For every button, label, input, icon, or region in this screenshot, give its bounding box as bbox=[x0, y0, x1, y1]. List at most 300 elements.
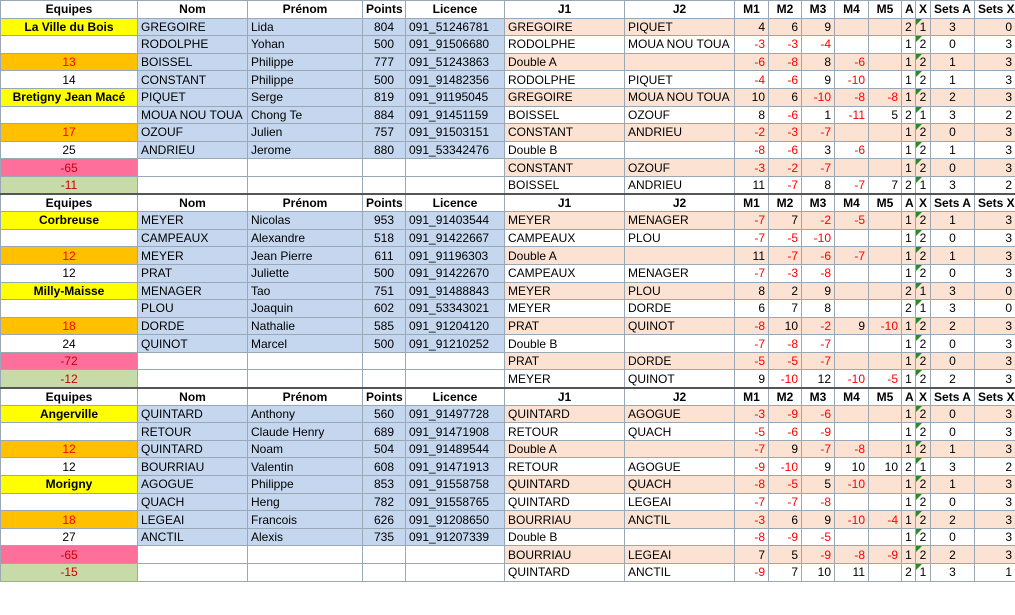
set-score-m5[interactable]: -9 bbox=[869, 546, 902, 564]
player-points[interactable]: 504 bbox=[363, 440, 406, 458]
set-score-m2[interactable]: -10 bbox=[769, 458, 802, 476]
result-a[interactable]: 1 bbox=[902, 528, 916, 546]
result-a[interactable]: 2 bbox=[902, 176, 916, 194]
team-cell[interactable]: -65 bbox=[1, 159, 138, 177]
match-j2[interactable]: ANDRIEU bbox=[625, 176, 735, 194]
set-score-m4[interactable] bbox=[835, 159, 869, 177]
set-score-m3[interactable]: 9 bbox=[802, 71, 835, 89]
set-score-m3[interactable]: 9 bbox=[802, 282, 835, 300]
match-j1[interactable]: BOURRIAU bbox=[505, 546, 625, 564]
team-cell[interactable]: Angerville bbox=[1, 405, 138, 423]
result-a[interactable]: 1 bbox=[902, 405, 916, 423]
set-score-m1[interactable]: -8 bbox=[735, 476, 769, 494]
player-points[interactable]: 500 bbox=[363, 335, 406, 353]
set-score-m1[interactable]: 6 bbox=[735, 300, 769, 318]
match-j2[interactable]: MOUA NOU TOUA bbox=[625, 36, 735, 54]
match-j1[interactable]: PRAT bbox=[505, 317, 625, 335]
player-prenom[interactable]: Jean Pierre bbox=[248, 247, 363, 265]
player-licence[interactable]: 091_91207339 bbox=[406, 528, 505, 546]
team-cell[interactable]: Bretigny Jean Macé bbox=[1, 88, 138, 106]
set-score-m5[interactable] bbox=[869, 159, 902, 177]
player-nom[interactable] bbox=[138, 176, 248, 194]
player-nom[interactable]: MENAGER bbox=[138, 282, 248, 300]
match-j2[interactable]: MENAGER bbox=[625, 212, 735, 230]
team-cell[interactable] bbox=[1, 423, 138, 441]
sets-x[interactable]: 3 bbox=[975, 159, 1015, 177]
match-j1[interactable]: RETOUR bbox=[505, 458, 625, 476]
result-a[interactable]: 1 bbox=[902, 352, 916, 370]
result-x[interactable]: 2 bbox=[916, 546, 931, 564]
player-points[interactable]: 884 bbox=[363, 106, 406, 124]
set-score-m4[interactable] bbox=[835, 229, 869, 247]
set-score-m5[interactable] bbox=[869, 476, 902, 494]
set-score-m1[interactable]: -8 bbox=[735, 317, 769, 335]
set-score-m4[interactable]: -6 bbox=[835, 141, 869, 159]
set-score-m5[interactable] bbox=[869, 352, 902, 370]
result-x[interactable]: 2 bbox=[916, 264, 931, 282]
player-points[interactable]: 819 bbox=[363, 88, 406, 106]
player-points[interactable]: 500 bbox=[363, 264, 406, 282]
result-x[interactable]: 1 bbox=[916, 458, 931, 476]
match-j1[interactable]: CONSTANT bbox=[505, 124, 625, 142]
match-j1[interactable]: Double B bbox=[505, 528, 625, 546]
set-score-m4[interactable]: -7 bbox=[835, 247, 869, 265]
set-score-m4[interactable] bbox=[835, 493, 869, 511]
player-points[interactable]: 777 bbox=[363, 53, 406, 71]
match-j2[interactable]: OZOUF bbox=[625, 106, 735, 124]
sets-x[interactable]: 3 bbox=[975, 317, 1015, 335]
set-score-m5[interactable] bbox=[869, 493, 902, 511]
result-a[interactable]: 2 bbox=[902, 106, 916, 124]
match-j2[interactable]: AGOGUE bbox=[625, 405, 735, 423]
player-points[interactable] bbox=[363, 370, 406, 388]
team-cell[interactable]: 14 bbox=[1, 71, 138, 89]
sets-x[interactable]: 3 bbox=[975, 476, 1015, 494]
set-score-m4[interactable] bbox=[835, 36, 869, 54]
result-x[interactable]: 2 bbox=[916, 335, 931, 353]
result-x[interactable]: 2 bbox=[916, 476, 931, 494]
player-points[interactable]: 608 bbox=[363, 458, 406, 476]
result-a[interactable]: 1 bbox=[902, 141, 916, 159]
set-score-m5[interactable] bbox=[869, 440, 902, 458]
player-points[interactable]: 626 bbox=[363, 511, 406, 529]
team-cell[interactable]: La Ville du Bois bbox=[1, 18, 138, 36]
sets-x[interactable]: 3 bbox=[975, 511, 1015, 529]
set-score-m4[interactable]: -8 bbox=[835, 440, 869, 458]
result-a[interactable]: 1 bbox=[902, 229, 916, 247]
set-score-m2[interactable]: -7 bbox=[769, 176, 802, 194]
set-score-m5[interactable] bbox=[869, 247, 902, 265]
sets-a[interactable]: 1 bbox=[931, 247, 975, 265]
player-licence[interactable]: 091_91403544 bbox=[406, 212, 505, 230]
player-licence[interactable]: 091_91196303 bbox=[406, 247, 505, 265]
set-score-m3[interactable]: 5 bbox=[802, 476, 835, 494]
result-x[interactable]: 2 bbox=[916, 528, 931, 546]
player-licence[interactable]: 091_91471908 bbox=[406, 423, 505, 441]
set-score-m3[interactable]: 8 bbox=[802, 176, 835, 194]
sets-x[interactable]: 0 bbox=[975, 282, 1015, 300]
set-score-m5[interactable] bbox=[869, 18, 902, 36]
sets-x[interactable]: 0 bbox=[975, 18, 1015, 36]
set-score-m2[interactable]: -3 bbox=[769, 36, 802, 54]
result-x[interactable]: 1 bbox=[916, 282, 931, 300]
team-cell[interactable]: 18 bbox=[1, 317, 138, 335]
player-prenom[interactable]: Joaquin bbox=[248, 300, 363, 318]
set-score-m3[interactable]: -7 bbox=[802, 335, 835, 353]
player-points[interactable]: 500 bbox=[363, 71, 406, 89]
result-x[interactable]: 2 bbox=[916, 53, 931, 71]
set-score-m5[interactable] bbox=[869, 264, 902, 282]
sets-x[interactable]: 3 bbox=[975, 423, 1015, 441]
player-prenom[interactable]: Noam bbox=[248, 440, 363, 458]
sets-a[interactable]: 1 bbox=[931, 53, 975, 71]
player-prenom[interactable]: Nathalie bbox=[248, 317, 363, 335]
team-cell[interactable]: 13 bbox=[1, 53, 138, 71]
sets-a[interactable]: 0 bbox=[931, 229, 975, 247]
set-score-m4[interactable]: -10 bbox=[835, 511, 869, 529]
set-score-m3[interactable]: -9 bbox=[802, 546, 835, 564]
sets-x[interactable]: 3 bbox=[975, 440, 1015, 458]
result-a[interactable]: 1 bbox=[902, 546, 916, 564]
set-score-m3[interactable]: 9 bbox=[802, 511, 835, 529]
match-j1[interactable]: RODOLPHE bbox=[505, 36, 625, 54]
result-x[interactable]: 2 bbox=[916, 352, 931, 370]
set-score-m2[interactable]: -6 bbox=[769, 141, 802, 159]
set-score-m4[interactable]: -11 bbox=[835, 106, 869, 124]
player-prenom[interactable] bbox=[248, 564, 363, 582]
set-score-m1[interactable]: -5 bbox=[735, 352, 769, 370]
set-score-m2[interactable]: -7 bbox=[769, 493, 802, 511]
player-licence[interactable]: 091_91558765 bbox=[406, 493, 505, 511]
sets-a[interactable]: 3 bbox=[931, 564, 975, 582]
team-cell[interactable]: Morigny bbox=[1, 476, 138, 494]
result-a[interactable]: 1 bbox=[902, 493, 916, 511]
match-j1[interactable]: QUINTARD bbox=[505, 493, 625, 511]
sets-a[interactable]: 0 bbox=[931, 493, 975, 511]
set-score-m4[interactable] bbox=[835, 423, 869, 441]
set-score-m4[interactable] bbox=[835, 335, 869, 353]
result-a[interactable]: 1 bbox=[902, 159, 916, 177]
match-j1[interactable]: GREGOIRE bbox=[505, 88, 625, 106]
match-j1[interactable]: MEYER bbox=[505, 212, 625, 230]
player-prenom[interactable]: Anthony bbox=[248, 405, 363, 423]
sets-a[interactable]: 2 bbox=[931, 88, 975, 106]
player-points[interactable]: 560 bbox=[363, 405, 406, 423]
team-cell[interactable] bbox=[1, 106, 138, 124]
player-prenom[interactable]: Philippe bbox=[248, 476, 363, 494]
sets-x[interactable]: 2 bbox=[975, 176, 1015, 194]
set-score-m5[interactable] bbox=[869, 335, 902, 353]
sets-x[interactable]: 3 bbox=[975, 546, 1015, 564]
player-prenom[interactable]: Alexis bbox=[248, 528, 363, 546]
set-score-m3[interactable]: -10 bbox=[802, 88, 835, 106]
match-j2[interactable]: LEGEAI bbox=[625, 546, 735, 564]
set-score-m1[interactable]: -7 bbox=[735, 493, 769, 511]
sets-a[interactable]: 1 bbox=[931, 141, 975, 159]
player-points[interactable]: 804 bbox=[363, 18, 406, 36]
sets-a[interactable]: 0 bbox=[931, 335, 975, 353]
match-j1[interactable]: Double B bbox=[505, 141, 625, 159]
team-cell[interactable]: -11 bbox=[1, 176, 138, 194]
match-j1[interactable]: Double A bbox=[505, 53, 625, 71]
player-points[interactable] bbox=[363, 546, 406, 564]
set-score-m5[interactable]: -8 bbox=[869, 88, 902, 106]
sets-a[interactable]: 3 bbox=[931, 18, 975, 36]
set-score-m1[interactable]: -7 bbox=[735, 229, 769, 247]
set-score-m5[interactable]: -4 bbox=[869, 511, 902, 529]
match-j2[interactable] bbox=[625, 335, 735, 353]
set-score-m3[interactable]: -7 bbox=[802, 159, 835, 177]
player-nom[interactable]: MEYER bbox=[138, 247, 248, 265]
player-prenom[interactable]: Marcel bbox=[248, 335, 363, 353]
match-j1[interactable]: CAMPEAUX bbox=[505, 229, 625, 247]
set-score-m4[interactable]: 11 bbox=[835, 564, 869, 582]
set-score-m3[interactable]: -5 bbox=[802, 528, 835, 546]
match-j2[interactable] bbox=[625, 247, 735, 265]
result-x[interactable]: 2 bbox=[916, 440, 931, 458]
result-x[interactable]: 1 bbox=[916, 564, 931, 582]
sets-a[interactable]: 0 bbox=[931, 528, 975, 546]
player-points[interactable]: 853 bbox=[363, 476, 406, 494]
sets-a[interactable]: 0 bbox=[931, 159, 975, 177]
player-licence[interactable]: 091_91204120 bbox=[406, 317, 505, 335]
match-j1[interactable]: MEYER bbox=[505, 300, 625, 318]
match-j1[interactable]: QUINTARD bbox=[505, 564, 625, 582]
set-score-m3[interactable]: 8 bbox=[802, 300, 835, 318]
result-x[interactable]: 2 bbox=[916, 141, 931, 159]
match-j2[interactable]: OZOUF bbox=[625, 159, 735, 177]
set-score-m1[interactable]: 11 bbox=[735, 176, 769, 194]
player-nom[interactable]: CONSTANT bbox=[138, 71, 248, 89]
player-nom[interactable]: ANCTIL bbox=[138, 528, 248, 546]
result-x[interactable]: 2 bbox=[916, 36, 931, 54]
sets-a[interactable]: 2 bbox=[931, 317, 975, 335]
set-score-m4[interactable] bbox=[835, 405, 869, 423]
set-score-m2[interactable]: -6 bbox=[769, 423, 802, 441]
player-nom[interactable]: MOUA NOU TOUA bbox=[138, 106, 248, 124]
match-j2[interactable]: MOUA NOU TOUA bbox=[625, 88, 735, 106]
team-cell[interactable]: 12 bbox=[1, 264, 138, 282]
set-score-m2[interactable]: 2 bbox=[769, 282, 802, 300]
player-nom[interactable]: DORDE bbox=[138, 317, 248, 335]
set-score-m2[interactable]: -8 bbox=[769, 53, 802, 71]
player-nom[interactable]: BOURRIAU bbox=[138, 458, 248, 476]
match-j2[interactable]: ANDRIEU bbox=[625, 124, 735, 142]
set-score-m5[interactable]: 5 bbox=[869, 106, 902, 124]
set-score-m1[interactable]: -3 bbox=[735, 511, 769, 529]
team-cell[interactable]: 12 bbox=[1, 247, 138, 265]
match-j1[interactable]: BOURRIAU bbox=[505, 511, 625, 529]
match-j2[interactable] bbox=[625, 440, 735, 458]
player-prenom[interactable]: Philippe bbox=[248, 71, 363, 89]
set-score-m1[interactable]: -8 bbox=[735, 141, 769, 159]
set-score-m3[interactable]: -9 bbox=[802, 423, 835, 441]
set-score-m2[interactable]: -6 bbox=[769, 71, 802, 89]
player-prenom[interactable]: Jerome bbox=[248, 141, 363, 159]
player-nom[interactable]: QUINTARD bbox=[138, 405, 248, 423]
set-score-m5[interactable] bbox=[869, 212, 902, 230]
team-cell[interactable]: 12 bbox=[1, 458, 138, 476]
player-prenom[interactable] bbox=[248, 546, 363, 564]
result-a[interactable]: 1 bbox=[902, 317, 916, 335]
set-score-m3[interactable]: -2 bbox=[802, 317, 835, 335]
player-points[interactable]: 757 bbox=[363, 124, 406, 142]
player-nom[interactable]: CAMPEAUX bbox=[138, 229, 248, 247]
sets-x[interactable]: 3 bbox=[975, 36, 1015, 54]
sets-x[interactable]: 0 bbox=[975, 300, 1015, 318]
player-licence[interactable]: 091_91506680 bbox=[406, 36, 505, 54]
sets-a[interactable]: 1 bbox=[931, 476, 975, 494]
set-score-m1[interactable]: -7 bbox=[735, 212, 769, 230]
sets-a[interactable]: 3 bbox=[931, 176, 975, 194]
set-score-m2[interactable]: 10 bbox=[769, 317, 802, 335]
match-j2[interactable] bbox=[625, 528, 735, 546]
result-x[interactable]: 2 bbox=[916, 405, 931, 423]
match-j1[interactable]: CAMPEAUX bbox=[505, 264, 625, 282]
set-score-m3[interactable]: -10 bbox=[802, 229, 835, 247]
set-score-m5[interactable] bbox=[869, 124, 902, 142]
team-cell[interactable]: 17 bbox=[1, 124, 138, 142]
set-score-m2[interactable]: -9 bbox=[769, 528, 802, 546]
player-licence[interactable] bbox=[406, 370, 505, 388]
set-score-m5[interactable] bbox=[869, 423, 902, 441]
result-x[interactable]: 1 bbox=[916, 18, 931, 36]
player-licence[interactable]: 091_91471913 bbox=[406, 458, 505, 476]
sets-x[interactable]: 3 bbox=[975, 88, 1015, 106]
team-cell[interactable]: -65 bbox=[1, 546, 138, 564]
set-score-m5[interactable] bbox=[869, 71, 902, 89]
player-licence[interactable] bbox=[406, 564, 505, 582]
match-j2[interactable] bbox=[625, 141, 735, 159]
match-j1[interactable]: QUINTARD bbox=[505, 476, 625, 494]
match-j2[interactable]: QUACH bbox=[625, 423, 735, 441]
player-licence[interactable]: 091_91489544 bbox=[406, 440, 505, 458]
set-score-m4[interactable] bbox=[835, 264, 869, 282]
result-x[interactable]: 2 bbox=[916, 212, 931, 230]
set-score-m4[interactable]: -8 bbox=[835, 546, 869, 564]
result-a[interactable]: 1 bbox=[902, 476, 916, 494]
set-score-m2[interactable]: 6 bbox=[769, 18, 802, 36]
match-j2[interactable]: ANCTIL bbox=[625, 564, 735, 582]
set-score-m1[interactable]: -3 bbox=[735, 159, 769, 177]
set-score-m1[interactable]: -2 bbox=[735, 124, 769, 142]
match-j2[interactable]: MENAGER bbox=[625, 264, 735, 282]
sets-a[interactable]: 3 bbox=[931, 282, 975, 300]
set-score-m1[interactable]: 8 bbox=[735, 282, 769, 300]
sets-a[interactable]: 1 bbox=[931, 212, 975, 230]
set-score-m4[interactable] bbox=[835, 282, 869, 300]
set-score-m3[interactable]: -8 bbox=[802, 493, 835, 511]
set-score-m1[interactable]: -8 bbox=[735, 528, 769, 546]
player-licence[interactable] bbox=[406, 159, 505, 177]
set-score-m2[interactable]: 7 bbox=[769, 300, 802, 318]
player-licence[interactable] bbox=[406, 546, 505, 564]
set-score-m4[interactable]: -10 bbox=[835, 476, 869, 494]
set-score-m5[interactable] bbox=[869, 141, 902, 159]
player-nom[interactable]: QUINOT bbox=[138, 335, 248, 353]
set-score-m1[interactable]: -7 bbox=[735, 440, 769, 458]
player-licence[interactable]: 091_91210252 bbox=[406, 335, 505, 353]
result-a[interactable]: 1 bbox=[902, 335, 916, 353]
sets-a[interactable]: 0 bbox=[931, 124, 975, 142]
match-j1[interactable]: RODOLPHE bbox=[505, 71, 625, 89]
result-x[interactable]: 2 bbox=[916, 423, 931, 441]
team-cell[interactable]: Milly-Maisse bbox=[1, 282, 138, 300]
player-licence[interactable]: 091_91422667 bbox=[406, 229, 505, 247]
result-a[interactable]: 2 bbox=[902, 458, 916, 476]
set-score-m2[interactable]: -5 bbox=[769, 229, 802, 247]
sets-a[interactable]: 3 bbox=[931, 300, 975, 318]
set-score-m3[interactable]: 9 bbox=[802, 18, 835, 36]
set-score-m1[interactable]: 7 bbox=[735, 546, 769, 564]
set-score-m2[interactable]: -3 bbox=[769, 124, 802, 142]
match-j2[interactable]: ANCTIL bbox=[625, 511, 735, 529]
sets-x[interactable]: 3 bbox=[975, 528, 1015, 546]
player-prenom[interactable]: Tao bbox=[248, 282, 363, 300]
player-points[interactable]: 602 bbox=[363, 300, 406, 318]
player-prenom[interactable] bbox=[248, 176, 363, 194]
player-prenom[interactable]: Nicolas bbox=[248, 212, 363, 230]
team-cell[interactable] bbox=[1, 493, 138, 511]
team-cell[interactable]: -72 bbox=[1, 352, 138, 370]
sets-a[interactable]: 1 bbox=[931, 71, 975, 89]
sets-a[interactable]: 2 bbox=[931, 546, 975, 564]
set-score-m5[interactable]: 7 bbox=[869, 176, 902, 194]
match-j1[interactable]: RETOUR bbox=[505, 423, 625, 441]
player-licence[interactable]: 091_91503151 bbox=[406, 124, 505, 142]
player-prenom[interactable]: Chong Te bbox=[248, 106, 363, 124]
result-a[interactable]: 1 bbox=[902, 71, 916, 89]
player-points[interactable]: 751 bbox=[363, 282, 406, 300]
result-a[interactable]: 1 bbox=[902, 88, 916, 106]
sets-x[interactable]: 1 bbox=[975, 564, 1015, 582]
team-cell[interactable]: 24 bbox=[1, 335, 138, 353]
player-prenom[interactable]: Valentin bbox=[248, 458, 363, 476]
set-score-m3[interactable]: 12 bbox=[802, 370, 835, 388]
player-nom[interactable]: AGOGUE bbox=[138, 476, 248, 494]
set-score-m2[interactable]: -8 bbox=[769, 335, 802, 353]
player-points[interactable] bbox=[363, 159, 406, 177]
player-prenom[interactable]: Juliette bbox=[248, 264, 363, 282]
set-score-m5[interactable]: -5 bbox=[869, 370, 902, 388]
sets-a[interactable]: 0 bbox=[931, 405, 975, 423]
sets-a[interactable]: 2 bbox=[931, 511, 975, 529]
player-licence[interactable]: 091_91497728 bbox=[406, 405, 505, 423]
sets-a[interactable]: 0 bbox=[931, 423, 975, 441]
player-nom[interactable]: MEYER bbox=[138, 212, 248, 230]
player-points[interactable]: 953 bbox=[363, 212, 406, 230]
match-j2[interactable]: AGOGUE bbox=[625, 458, 735, 476]
set-score-m5[interactable] bbox=[869, 528, 902, 546]
player-points[interactable]: 500 bbox=[363, 36, 406, 54]
set-score-m1[interactable]: 10 bbox=[735, 88, 769, 106]
set-score-m5[interactable] bbox=[869, 564, 902, 582]
set-score-m2[interactable]: -5 bbox=[769, 476, 802, 494]
match-j1[interactable]: QUINTARD bbox=[505, 405, 625, 423]
result-a[interactable]: 1 bbox=[902, 53, 916, 71]
player-nom[interactable]: PIQUET bbox=[138, 88, 248, 106]
player-points[interactable]: 782 bbox=[363, 493, 406, 511]
match-j1[interactable]: CONSTANT bbox=[505, 159, 625, 177]
set-score-m3[interactable]: 10 bbox=[802, 564, 835, 582]
sets-x[interactable]: 3 bbox=[975, 405, 1015, 423]
set-score-m4[interactable]: 10 bbox=[835, 458, 869, 476]
set-score-m3[interactable]: 3 bbox=[802, 141, 835, 159]
set-score-m4[interactable]: -5 bbox=[835, 212, 869, 230]
set-score-m4[interactable]: -6 bbox=[835, 53, 869, 71]
set-score-m2[interactable]: -6 bbox=[769, 106, 802, 124]
set-score-m1[interactable]: 9 bbox=[735, 370, 769, 388]
